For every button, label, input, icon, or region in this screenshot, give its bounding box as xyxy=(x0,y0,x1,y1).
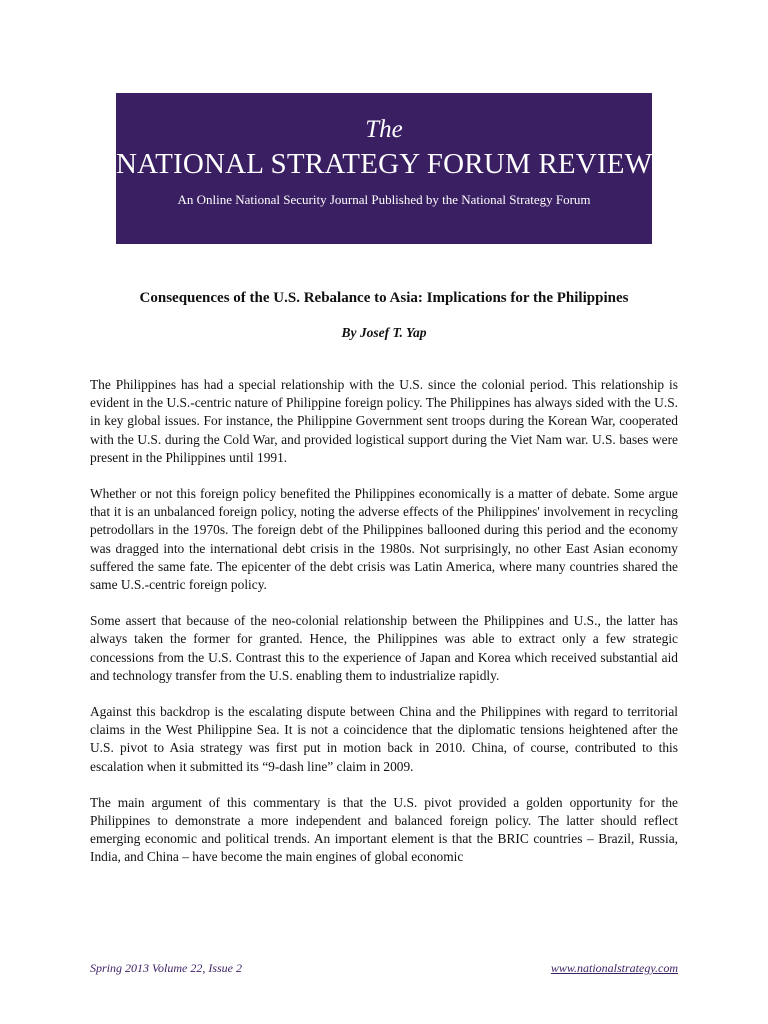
journal-subtitle: An Online National Security Journal Published by the National Strategy Forum xyxy=(177,192,591,207)
footer-issue: Spring 2013 Volume 22, Issue 2 xyxy=(90,961,242,975)
paragraph: Against this backdrop is the escalating dispute between China and the Philippines with regard to territorial claims in the West Philippine Sea. It is not a coincidence that the diplomatic tensions heightened after the U.S. pivot to Asia strategy was first put in motion back in 2010. China, of course, contributed to this escalation when it submitted its “9-dash line” claim in 2009. xyxy=(90,704,678,774)
paragraph: The main argument of this commentary is that the U.S. pivot provided a golden opportunity for the Philippines to demonstrate a more independent and balanced foreign policy. The latter should reflect emerging economic and political trends. An important element is that the BRIC countries – Brazil, Russia, India, and China – have become the main engines of global economic xyxy=(90,794,678,865)
footer-website-link[interactable]: www.nationalstrategy.com xyxy=(550,961,678,975)
journal-banner xyxy=(116,93,652,244)
banner-the: The xyxy=(365,116,403,143)
paragraph: Whether or not this foreign policy benefited the Philippines economically is a matter of debate. Some argue that it is an unbalanced foreign policy, noting the adverse effects of the Philippines' involvement in recycling petrodollars in the 1970s. The foreign debt of the Philippines ballooned during this period and the economy was dragged into the international debt crisis in the 1980s. Not surprisingly, no other East Asian economy suffered the same fate. The epicenter of the debt crisis was Latin America, where many countries shared the same U.S.-centric foreign policy. xyxy=(90,486,678,593)
journal-title: NATIONAL STRATEGY FORUM REVIEW xyxy=(116,148,653,180)
article-byline: By Josef T. Yap xyxy=(341,325,427,340)
paragraph: The Philippines has had a special relationship with the U.S. since the colonial period. This relationship is evident in the U.S.-centric nature of Philippine foreign policy. The Philippines has always sided with the U.S. in key global issues. For instance, the Philippine Government sent troops during the Korean War, cooperated with the U.S. during the Cold War, and provided logistical support during the Viet Nam war. U.S. bases were present in the Philippines until 1991. xyxy=(90,377,678,465)
article-title: Consequences of the U.S. Rebalance to Asia: Implications for the Philippines xyxy=(139,290,629,306)
article-body xyxy=(90,376,678,885)
paragraph: Some assert that because of the neo-colonial relationship between the Philippines and U.S., the latter has always taken the former for granted. Hence, the Philippines was able to extract only a few strategic concessions from the U.S. Contrast this to the experience of Japan and Korea which received substantial aid and technology transfer from the U.S. enabling them to industrialize rapidly. xyxy=(90,613,678,683)
